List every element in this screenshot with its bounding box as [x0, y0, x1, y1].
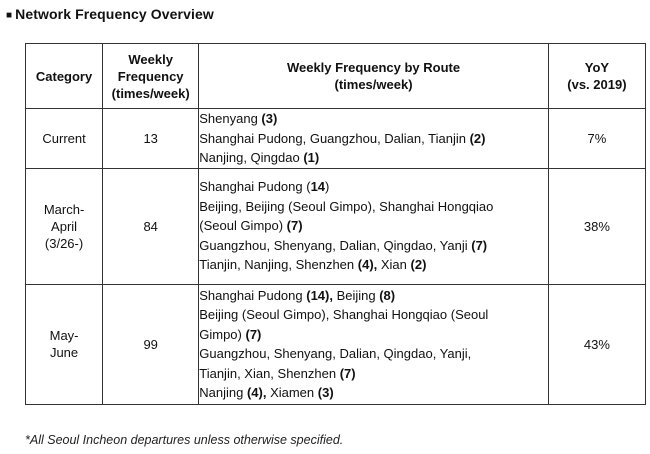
route-text: Beijing (Seoul Gimpo), Shanghai Hongqiao (Seoul — [199, 307, 489, 322]
table-row — [26, 168, 646, 284]
category-cell: Current — [26, 109, 103, 169]
route-text: Shanghai Pudong — [199, 287, 307, 303]
route-text: Guangzhou, Shenyang, Dalian, Qingdao, Yanji, — [199, 346, 472, 361]
route-line — [199, 255, 548, 275]
route-text: Xiamen — [266, 385, 318, 400]
category-cell: May- June — [26, 284, 103, 404]
route-text: ) — [325, 179, 330, 195]
page-title-text: Network Frequency Overview — [15, 6, 214, 22]
route-text: Nanjing — [199, 385, 247, 400]
header-category: Category — [26, 44, 103, 109]
route-text: Shenyang — [199, 111, 262, 126]
route-text: Xian — [377, 257, 411, 273]
square-bullet-icon: ■ — [6, 10, 13, 21]
frequency-cell: 84 — [103, 168, 199, 284]
route-line — [199, 197, 548, 217]
route-line — [199, 364, 548, 384]
route-cell — [199, 284, 549, 404]
route-text: Beijing — [332, 287, 380, 303]
route-count: (3) — [261, 111, 278, 126]
route-text: Tianjin, Xian, Shenzhen — [199, 365, 340, 381]
route-count: (8) — [379, 287, 396, 303]
header-yoy: YoY (vs. 2019) — [548, 44, 645, 109]
frequency-table — [25, 43, 646, 405]
frequency-cell: 99 — [103, 284, 199, 404]
yoy-cell: 7% — [548, 109, 645, 169]
route-line — [199, 129, 548, 149]
page-title — [6, 6, 214, 22]
header-weekly-frequency: Weekly Frequency (times/week) — [103, 44, 199, 109]
yoy-cell: 38% — [548, 168, 645, 284]
route-line — [199, 305, 548, 325]
route-count: (2) — [469, 130, 486, 146]
route-line — [199, 148, 548, 168]
route-count: (7) — [245, 326, 262, 342]
route-text: Tianjin, Nanjing, Shenzhen — [199, 257, 358, 273]
route-line — [199, 344, 548, 364]
route-cell — [199, 168, 549, 284]
table-row — [26, 284, 646, 404]
route-count: 14 — [310, 179, 326, 195]
yoy-cell: 43% — [548, 284, 645, 404]
header-by-route: Weekly Frequency by Route (times/week) — [199, 44, 549, 109]
route-line — [199, 286, 548, 306]
table-row — [26, 109, 646, 169]
route-text: Gimpo) — [199, 326, 246, 342]
route-text: Shanghai Pudong, Guangzhou, Dalian, Tianjin — [199, 130, 470, 146]
route-count: (7) — [471, 237, 488, 253]
route-text: Beijing, Beijing (Seoul Gimpo), Shanghai Hongqiao — [199, 198, 494, 214]
route-line — [199, 325, 548, 345]
footnote: *All Seoul Incheon departures unless otherwise specified. — [25, 433, 344, 447]
route-text: Shanghai Pudong ( — [199, 179, 311, 195]
route-text: (Seoul Gimpo) — [199, 218, 287, 234]
route-count: (14), — [306, 287, 333, 303]
header-row — [26, 44, 646, 109]
route-count: (7) — [339, 365, 356, 381]
route-line — [199, 236, 548, 256]
route-line — [199, 383, 548, 403]
category-cell: March- April (3/26-) — [26, 168, 103, 284]
route-line — [199, 177, 548, 197]
route-text: Nanjing, Qingdao — [199, 150, 304, 165]
route-cell — [199, 109, 549, 169]
route-count: (7) — [286, 218, 303, 234]
route-count: (1) — [303, 150, 320, 165]
route-line — [199, 109, 548, 129]
route-count: (4), — [357, 257, 378, 273]
route-count: (4), — [246, 385, 267, 400]
frequency-cell: 13 — [103, 109, 199, 169]
route-line — [199, 216, 548, 236]
route-count: (3) — [317, 385, 334, 400]
route-count: (2) — [410, 257, 427, 273]
route-text: Guangzhou, Shenyang, Dalian, Qingdao, Yanji — [199, 237, 472, 253]
